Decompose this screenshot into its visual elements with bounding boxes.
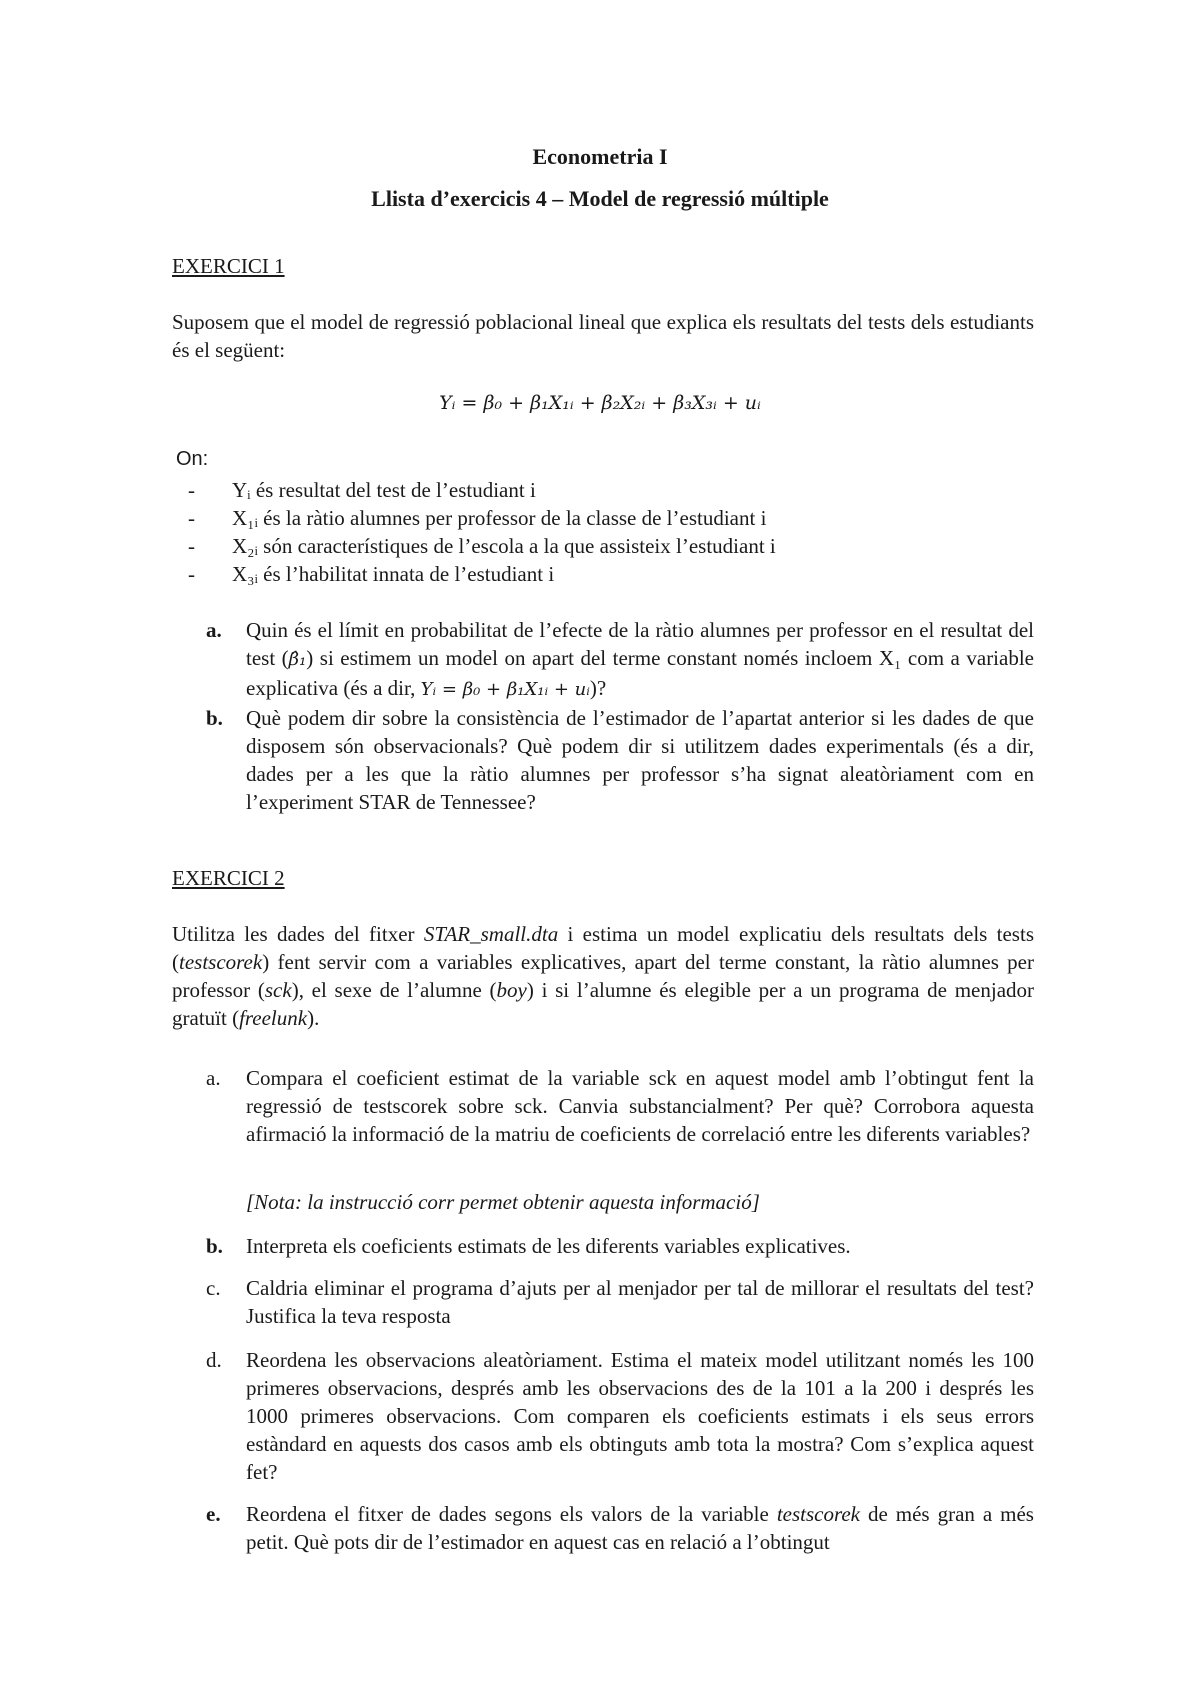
variable-name: freelunk xyxy=(239,1006,308,1030)
question-label: e. xyxy=(206,1502,221,1526)
question-label: d. xyxy=(206,1348,222,1372)
file-name: STAR_small.dta xyxy=(423,922,559,946)
exercise-2-intro: Utilitza les dades del fitxer STAR_small.dta i estima un model explicatiu dels resultats dels tests (testscorek) fent servir com a variables explicatives, apart del terme constant, la ràtio alumnes per professor (sck), el sexe de l’alumne (boy) i si l’alumne és elegible per a un programa de menjador gratuït (freelunk). xyxy=(172,922,1035,1030)
exercise-1-heading: EXERCICI 1 xyxy=(172,254,285,278)
exercise-2-heading: EXERCICI 2 xyxy=(172,866,285,890)
question-2e xyxy=(206,1500,1034,1556)
dash-bullet: - xyxy=(188,534,195,558)
note-text: [Nota: la instrucció corr permet obtenir aquesta informació] xyxy=(246,1190,760,1214)
definition-text: X₃ᵢ és l’habilitat innata de l’estudiant i xyxy=(232,562,555,586)
question-2c xyxy=(206,1274,1034,1330)
variable-name: sck xyxy=(264,978,292,1002)
question-label: a. xyxy=(206,618,222,642)
on-label: On: xyxy=(176,448,209,470)
question-1a xyxy=(206,616,1034,704)
question-2a xyxy=(206,1064,1034,1148)
question-text: Què podem dir sobre la consistència de l’estimador de l’apartat anterior si les dades de que disposem són observacionals? Què podem dir si utilitzem dades experimentals (és a dir, dades per a les que la ràtio alumnes per professor s’ha signat aleatòriament com en l’experiment STAR de Tennessee? xyxy=(246,706,1034,814)
dash-bullet: - xyxy=(188,562,195,586)
document-subtitle: Llista d’exercicis 4 – Model de regressió múltiple xyxy=(371,186,829,211)
exercise-1-intro: Suposem que el model de regressió poblacional lineal que explica els resultats del tests dels estudiants és el següent: xyxy=(172,310,1034,362)
question-1b xyxy=(206,704,1034,816)
question-text: Caldria eliminar el programa d’ajuts per al menjador per tal de millorar el resultats del test? Justifica la teva resposta xyxy=(246,1276,1034,1328)
simple-model-math: Yᵢ = β₀ + β₁X₁ᵢ + uᵢ xyxy=(420,679,590,700)
question-2b xyxy=(206,1232,1034,1260)
definition-text: Yᵢ és resultat del test de l’estudiant i xyxy=(232,478,536,502)
variable-name: testscorek xyxy=(776,1502,861,1526)
document-title: Econometria I xyxy=(532,144,668,169)
dash-bullet: - xyxy=(188,478,195,502)
question-text: Compara el coeficient estimat de la variable sck en aquest model amb l’obtingut fent la regressió de testscorek sobre sck. Canvia substancialment? Per què? Corrobora aquesta afirmació la informació de la matriu de coeficients de correlació entre les diferents variables? xyxy=(246,1066,1034,1146)
question-text: Quin és el límit en probabilitat de l’efecte de la ràtio alumnes per professor en el resultat del test (β̂₁) si estimem un model on apart del terme constant només incloem X₁ com a variable explicativa (és a dir, Yᵢ = β₀ + β₁X₁ᵢ + uᵢ)? xyxy=(246,618,1034,700)
regression-equation: Yᵢ = β₀ + β₁X₁ᵢ + β₂X₂ᵢ + β₃X₃ᵢ + uᵢ xyxy=(439,392,761,414)
definition-text: X₁ᵢ és la ràtio alumnes per professor de la classe de l’estudiant i xyxy=(232,506,767,530)
beta-hat-math: β̂₁ xyxy=(288,649,307,670)
question-label: b. xyxy=(206,1234,223,1258)
definition-text: X₂ᵢ són característiques de l’escola a la que assisteix l’estudiant i xyxy=(232,534,776,558)
dash-bullet: - xyxy=(188,506,195,530)
question-label: a. xyxy=(206,1066,221,1090)
question-label: c. xyxy=(206,1276,221,1300)
variable-name: boy xyxy=(496,978,527,1002)
question-2d xyxy=(206,1346,1034,1486)
question-text: Reordena el fitxer de dades segons els valors de la variable testscorek de més gran a més petit. Què pots dir de l’estimador en aquest cas en relació a l’obtingut xyxy=(246,1502,1034,1554)
question-text: Interpreta els coeficients estimats de les diferents variables explicatives. xyxy=(246,1234,851,1258)
question-label: b. xyxy=(206,706,223,730)
question-text: Reordena les observacions aleatòriament. Estima el mateix model utilitzant només les 100 primeres observacions, després amb les observacions des de la 101 a la 200 i després les 1000 primeres observacions. Com comparen els coeficients estimats i els seus errors estàndard en aquests dos casos amb els obtinguts amb tota la mostra? Com s’explica aquest fet? xyxy=(246,1348,1034,1484)
variable-name: testscorek xyxy=(179,950,263,974)
